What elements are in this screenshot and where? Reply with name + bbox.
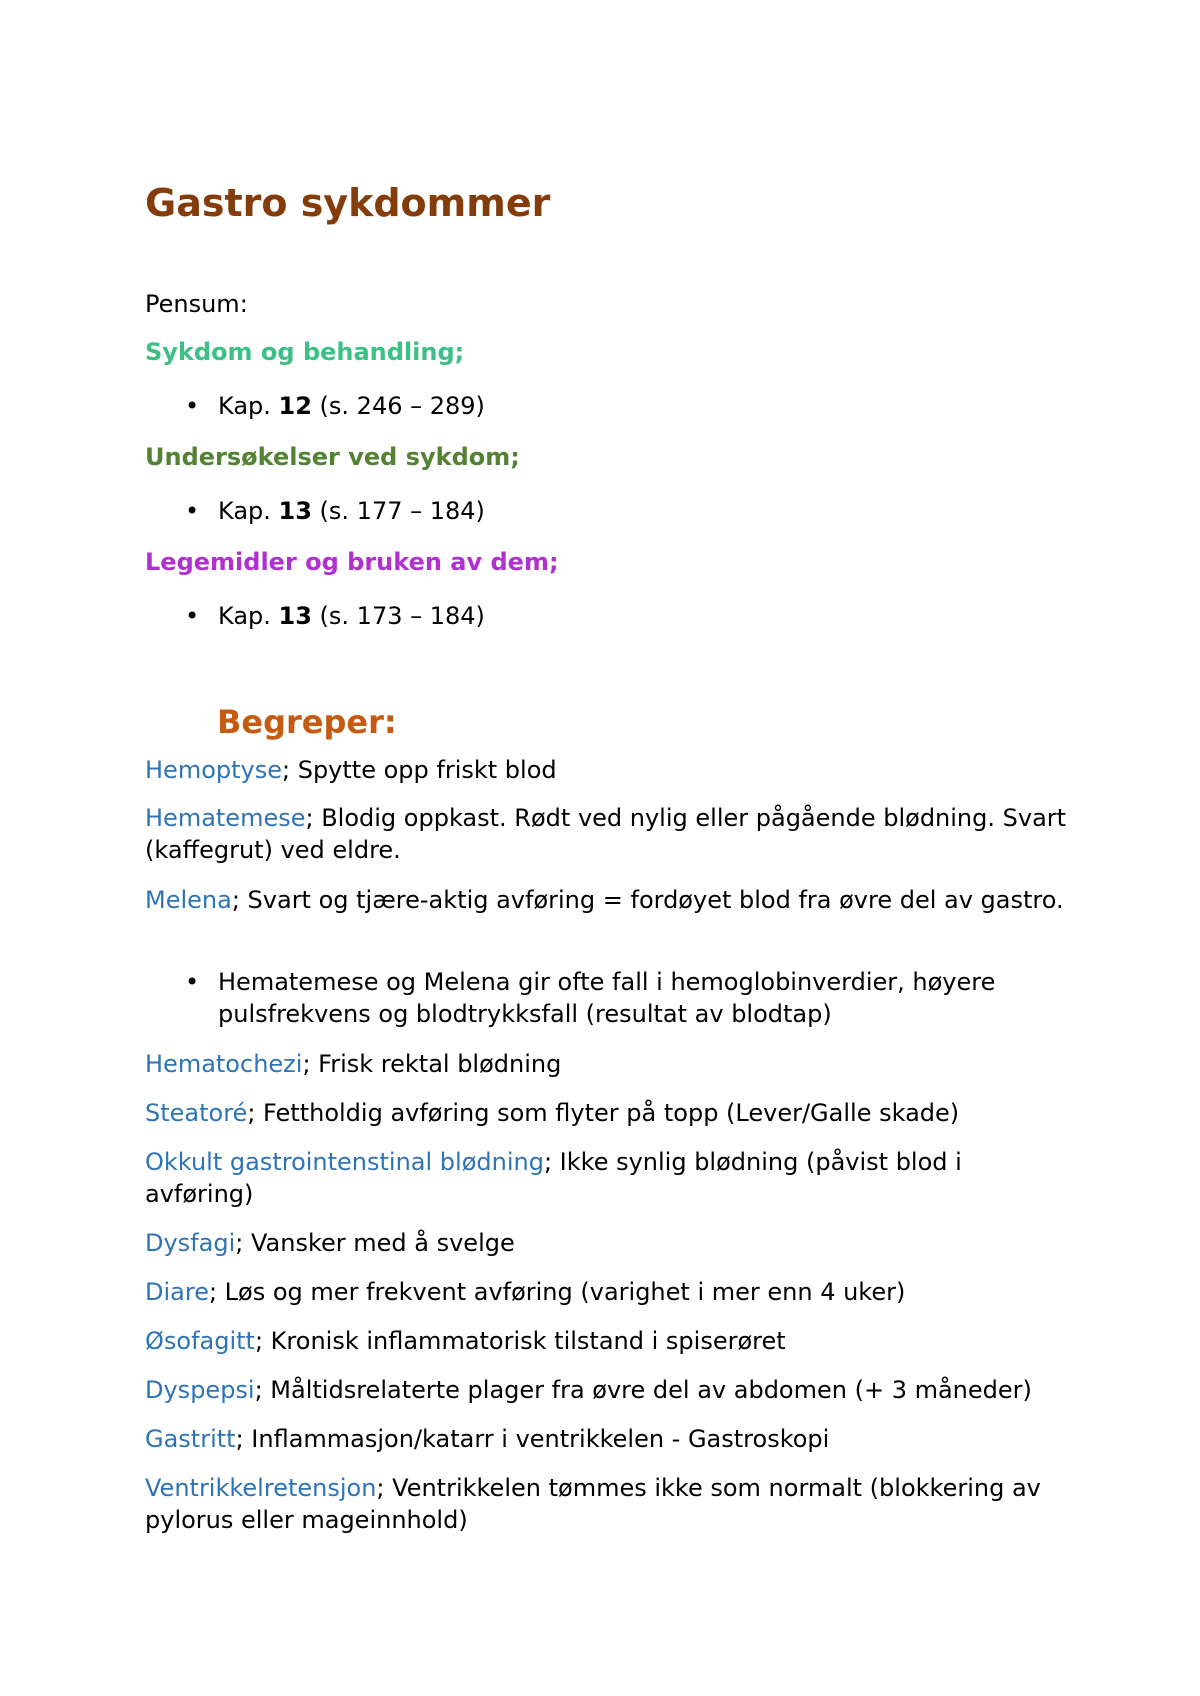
term-ventrikkelretensjon: [145, 1472, 1075, 1536]
term-definition: ; Ikke synlig blødning (påvist blod i avføring): [145, 1148, 962, 1208]
term-label: Gastritt: [145, 1425, 236, 1453]
bullet-icon: •: [185, 602, 200, 630]
bullet-text: Kap. 13 (s. 177 – 184): [218, 497, 485, 525]
term-label: Hemoptyse: [145, 756, 282, 784]
term-definition: ; Frisk rektal blødning: [302, 1050, 562, 1078]
begreper-heading: Begreper:: [217, 703, 397, 741]
term-melena: [145, 884, 1075, 916]
bullet-icon: •: [185, 497, 200, 525]
section-heading-sykdom: Sykdom og behandling;: [145, 338, 465, 366]
term-label: Hematochezi: [145, 1050, 303, 1078]
bullet-icon: •: [185, 968, 200, 996]
term-label: Øsofagitt: [145, 1327, 255, 1355]
pensum-label: Pensum:: [145, 290, 248, 318]
document-title: Gastro sykdommer: [145, 181, 551, 225]
term-definition: ; Vansker med å svelge: [235, 1229, 515, 1257]
bullet-text: Kap. 13 (s. 173 – 184): [218, 602, 485, 630]
term-hematochezi: [145, 1048, 1075, 1080]
term-okkult-blodning: [145, 1146, 1075, 1210]
term-definition: ; Spytte opp friskt blod: [282, 756, 557, 784]
term-definition: ; Fettholdig avføring som flyter på topp (Lever/Galle skade): [247, 1099, 960, 1127]
term-definition: ; Måltidsrelaterte plager fra øvre del av abdomen (+ 3 måneder): [254, 1376, 1032, 1404]
term-dyspepsi: [145, 1374, 1075, 1406]
term-label: Okkult gastrointenstinal blødning: [145, 1148, 544, 1176]
term-definition: ; Blodig oppkast. Rødt ved nylig eller pågående blødning. Svart (kaffegrut) ved eldre.: [145, 804, 1067, 864]
term-dysfagi: [145, 1227, 1075, 1259]
section-heading-legemidler: Legemidler og bruken av dem;: [145, 548, 559, 576]
term-label: Diare: [145, 1278, 209, 1306]
term-label: Melena: [145, 886, 232, 914]
term-steatore: [145, 1097, 1075, 1129]
term-gastritt: [145, 1423, 1075, 1455]
term-definition: ; Inflammasjon/katarr i ventrikkelen - Gastroskopi: [235, 1425, 830, 1453]
term-osofagitt: [145, 1325, 1075, 1357]
bullet-icon: •: [185, 392, 200, 420]
bullet-text: Hematemese og Melena gir ofte fall i hemoglobinverdier, høyere pulsfrekvens og blodtrykksfall (resultat av blodtap): [218, 968, 996, 1028]
term-definition: ; Løs og mer frekvent avføring (varighet i mer enn 4 uker): [208, 1278, 906, 1306]
term-label: Ventrikkelretensjon: [145, 1474, 377, 1502]
term-label: Dyspepsi: [145, 1376, 255, 1404]
term-label: Hematemese: [145, 804, 306, 832]
term-diare: [145, 1276, 1075, 1308]
term-label: Dysfagi: [145, 1229, 236, 1257]
bullet-text: Kap. 12 (s. 246 – 289): [218, 392, 485, 420]
term-hematemese: [145, 802, 1075, 866]
section-heading-undersokelser: Undersøkelser ved sykdom;: [145, 443, 520, 471]
term-definition: ; Kronisk inflammatorisk tilstand i spiserøret: [254, 1327, 786, 1355]
term-hemoptyse: [145, 754, 1075, 786]
term-label: Steatoré: [145, 1099, 248, 1127]
term-definition: ; Ventrikkelen tømmes ikke som normalt (blokkering av pylorus eller mageinnhold): [145, 1474, 1041, 1534]
term-definition: ; Svart og tjære-aktig avføring = fordøyet blod fra øvre del av gastro.: [231, 886, 1064, 914]
